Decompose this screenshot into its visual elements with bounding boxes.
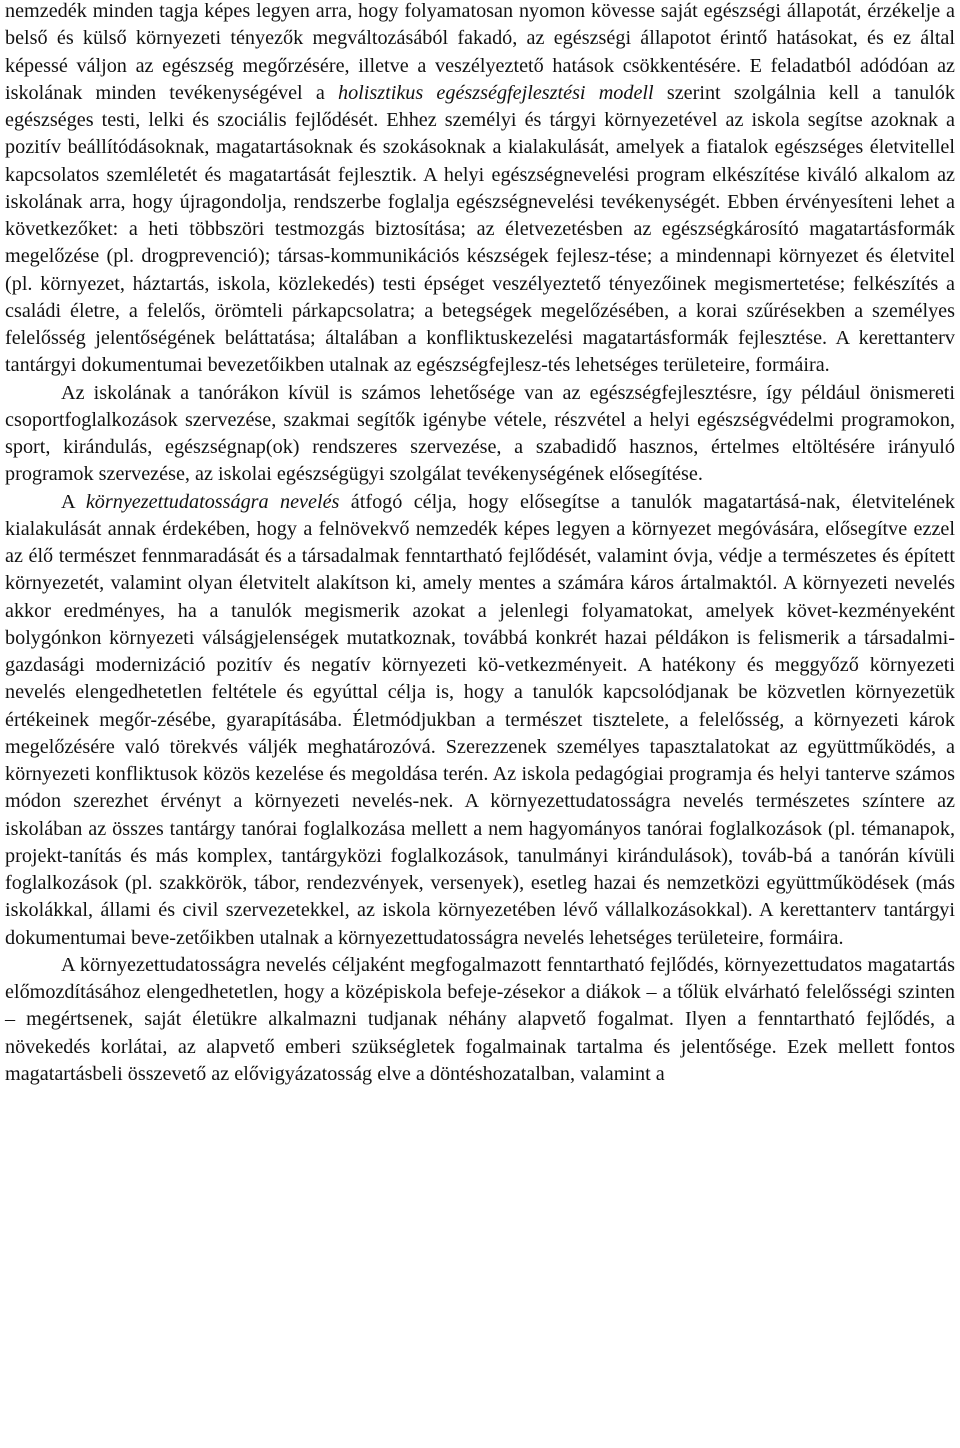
paragraph-health-promotion bbox=[5, 0, 955, 380]
paragraph-text: Az iskolának a tanórákon kívül is számos lehetősége van az egészségfejlesztésre, így például önismereti csoportfoglalkozások szervezése, szakmai segítők igénybe vétele, részvétel a helyi egészségvédelmi programokon, sport, kirándulás, egészségnap(ok) rendszeres szervezése, a szabadidő hasznos, értelmes eltöltésére irányuló programok szervezése, az iskolai egészségügyi szolgálat tevékenységének elősegítése. bbox=[5, 381, 955, 486]
paragraph-text: A bbox=[61, 490, 86, 513]
paragraph-text: szerint szolgálnia kell a tanulók egészséges testi, lelki és szociális fejlődését. Ehhez személyi és tárgyi környezetével az iskola segítse azoknak a pozitív beállítódásoknak, magatartásoknak és szokásoknak a kialakulását, amelyek a fiatalok egészséges életvitellel kapcsolatos szemléletét és magatartását fejlesztik. A helyi egészségnevelési program elkészítése kiváló alkalom az iskolának arra, hogy újragondolja, rendszerbe foglalja egészségnevelési tevékenységét. Ebben érvényesíteni lehet a következőket: a heti többszöri testmozgás biztosítása; az életvezetésben az egészségkárosító magatartásformák megelőzése (pl. drogprevenció); társas-kommunikációs készségek fejlesz-tése; a mindennapi környezet és életvitel (pl. környezet, háztartás, iskola, közlekedés) testi épséget veszélyeztető tényezőinek megismertetése; felkészítés a családi életre, a felelős, örömteli párkapcsolatra; a betegségek megelőzésében, a korai szűrésekben a személyes felelősség jelentőségének beláttatása; általában a konfliktuskezelési magatartásformák fejlesztése. A kerettanterv tantárgyi dokumentumai bevezetőikben utalnak az egészségfejlesz-tés lehetséges területeire, formáira. bbox=[5, 81, 955, 377]
paragraph-text: A környezettudatosságra nevelés céljaként megfogalmazott fenntartható fejlődés, környezettudatos magatartás előmozdításához elengedhetetlen, hogy a középiskola befeje-zésekor a diákok – a tőlük elvárható felelősségi szinten – megértsenek, saját életükre alkalmazni tudjanak néhány alapvető fogalmat. Ilyen a fenntartható fejlődés, a növekedés korlátai, az alapvető emberi szükségletek fogalmainak tartalma és jelentősége. Ezek mellett fontos magatartásbeli összevető az elővigyázatosság elve a döntéshozatalban, valamint a bbox=[5, 953, 955, 1085]
italic-term-environmental-awareness: környezettudatosságra nevelés bbox=[85, 490, 340, 513]
paragraph-environmental-education bbox=[5, 489, 955, 952]
paragraph-text: átfogó célja, hogy elősegítse a tanulók magatartásá-nak, életvitelének kialakulását annak érdekében, hogy a felnövekvő nemzedék képes legyen a környezet megóvására, elősegítve ezzel az élő természet fennmaradását és a társadalmak fenntartható fejlődését, valamint óvja, védje a természetes és épített környezetét, valamint olyan életvitelt alakítson ki, amely mentes a számára káros ártalmaktól. A környezeti nevelés akkor eredményes, ha a tanulók megismerik azokat a jelenlegi folyamatokat, amelyek követ-kezményeként bolygónkon környezeti válságjelenségek mutatkoznak, továbbá konkrét hazai példákon is felismerik a társadalmi-gazdasági modernizáció pozitív és negatív környezeti kö-vetkezményeit. A hatékony és meggyőző környezeti nevelés elengedhetetlen feltétele és egyúttal célja is, hogy a tanulók kapcsolódjanak be közvetlen környezetük értékeinek megőr-zésébe, gyarapításába. Életmódjukban a természet tisztelete, a felelősség, a környezeti károk megelőzésére való törekvés váljék meghatározóvá. Szerezzenek személyes tapasztalatokat az együttműködés, a környezeti konfliktusok közös kezelése és megoldása terén. Az iskola pedagógiai programja és helyi tanterve számos módon szerezhet érvényt a környezeti nevelés-nek. A környezettudatosságra nevelés természetes színtere az iskolában az összes tantárgy tanórai foglalkozása mellett a nem hagyományos tanórai foglalkozások (pl. témanapok, projekt-tanítás és más komplex, tantárgyközi foglalkozások, tanulmányi kirándulások), továb-bá a tanórán kívüli foglalkozások (pl. szakkörök, tábor, rendezvények, versenyek), esetleg hazai és nemzetközi együttműködések (más iskolákkal, állami és civil szervezetekkel, az iskola környezetében lévő vállalkozásokkal). A kerettanterv tantárgyi dokumentumai beve-zetőikben utalnak a környezettudatosságra nevelés lehetséges területeire, formáira. bbox=[5, 490, 955, 949]
paragraph-extracurricular bbox=[5, 380, 955, 489]
document-page bbox=[5, 0, 955, 1088]
italic-term-holistic-model: holisztikus egészségfejlesztési modell bbox=[337, 81, 654, 104]
paragraph-sustainable-development bbox=[5, 952, 955, 1088]
paragraph-text: nemzedék minden tagja képes legyen arra, hogy folyamatosan nyomon kövesse saját egészségi állapotát, érzékelje a belső és külső környezeti tényezők megváltozásából fakadó, az egészségi állapotot érintő hatásokat, és ez által képessé váljon az egészség megőrzésére, illetve a veszélyeztető hatások csökkentésére. E feladatból adódóan az iskolának minden tevékenységével a bbox=[5, 0, 955, 104]
